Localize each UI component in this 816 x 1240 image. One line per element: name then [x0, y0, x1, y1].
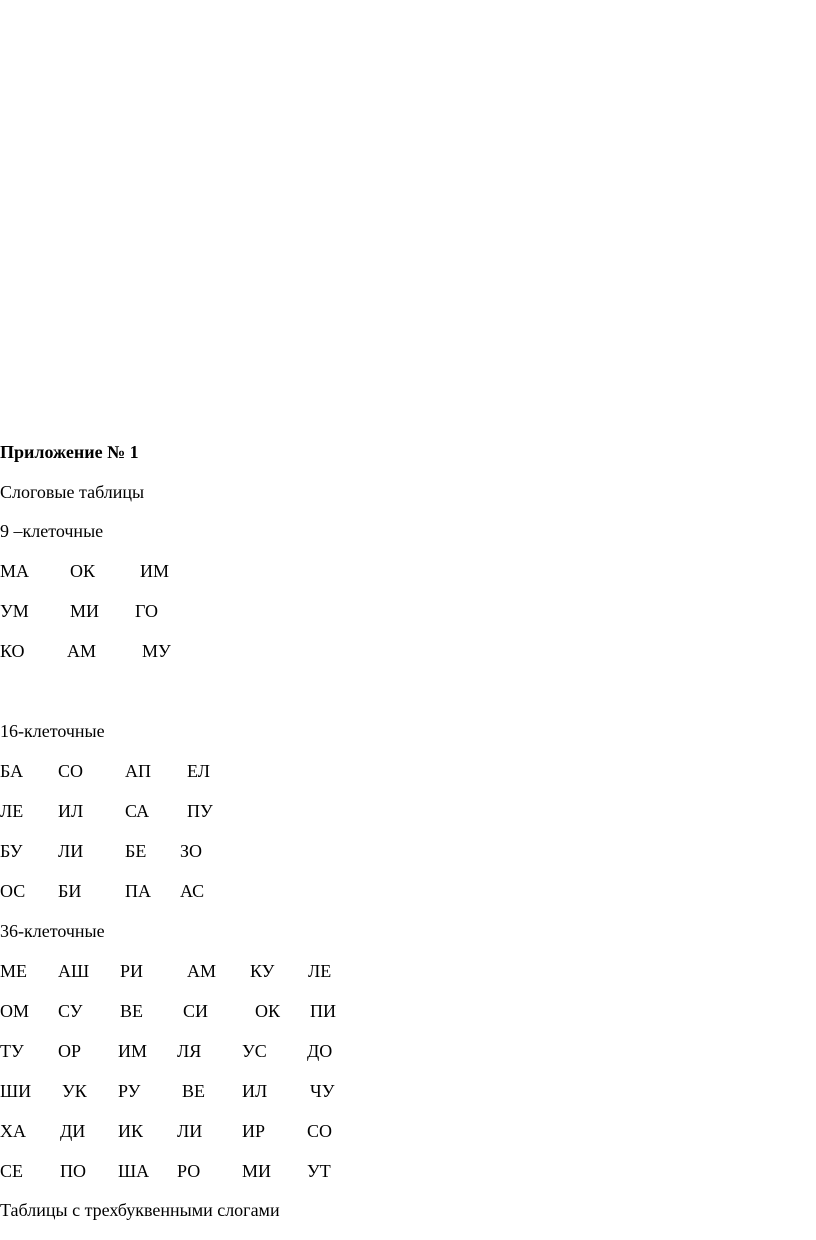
syllable-cell: ОМ [0, 1001, 30, 1021]
syllable-cell: РИ [120, 961, 144, 981]
syllable-cell: СО [307, 1121, 333, 1141]
syllable-cell: СО [58, 761, 84, 781]
syllable-cell: МИ [242, 1161, 272, 1181]
syllable-cell: ИМ [118, 1041, 148, 1061]
table-row [0, 562, 400, 584]
syllable-cell: ШИ [0, 1081, 32, 1101]
syllable-cell: СЕ [0, 1161, 24, 1181]
syllable-cell: ПО [60, 1161, 86, 1181]
section-36-label: 36-клеточные [0, 921, 105, 941]
syllable-cell: СУ [58, 1001, 83, 1021]
table-row [0, 1082, 400, 1104]
syllable-cell: РУ [118, 1081, 141, 1101]
syllable-cell: КО [0, 641, 25, 661]
syllable-cell: БА [0, 761, 24, 781]
syllable-cell: ЛЕ [308, 961, 332, 981]
syllable-cell: ГО [135, 601, 158, 621]
syllable-cell: ОК [255, 1001, 281, 1021]
table-row [0, 1122, 400, 1144]
syllable-cell: ЕЛ [187, 761, 210, 781]
syllable-cell: УТ [307, 1161, 331, 1181]
syllable-cell: УМ [0, 601, 29, 621]
syllable-cell: ВЕ [120, 1001, 144, 1021]
syllable-cell: МУ [142, 641, 171, 661]
syllable-cell: ИЛ [58, 801, 84, 821]
syllable-cell: ПУ [187, 801, 213, 821]
syllable-cell: РО [177, 1161, 201, 1181]
syllable-cell: ОС [0, 881, 26, 901]
syllable-cell: ПА [125, 881, 151, 901]
table-row [0, 882, 400, 904]
syllable-cell: ЛИ [177, 1121, 203, 1141]
syllable-cell: ХА [0, 1121, 26, 1141]
section-16-label: 16-клеточные [0, 721, 105, 741]
syllable-cell: ОР [58, 1041, 82, 1061]
syllable-cell: МИ [70, 601, 100, 621]
syllable-cell: ДИ [60, 1121, 86, 1141]
syllable-cell: ЛЯ [177, 1041, 202, 1061]
syllable-cell: ВЕ [182, 1081, 206, 1101]
table-row [0, 602, 400, 624]
syllable-cell: АМ [67, 641, 97, 661]
section-9-label: 9 –клеточные [0, 521, 104, 541]
syllable-cell: МЕ [0, 961, 27, 981]
table-row [0, 842, 400, 864]
syllable-cell: ДО [307, 1041, 333, 1061]
syllable-cell: СИ [183, 1001, 209, 1021]
syllable-cell: УС [242, 1041, 267, 1061]
table-row [0, 962, 400, 984]
syllable-tables-title: Слоговые таблицы [0, 482, 145, 502]
appendix-heading: Приложение № 1 [0, 442, 139, 462]
syllable-cell: УК [62, 1081, 87, 1101]
table-row [0, 802, 400, 824]
syllable-cell: ЗО [180, 841, 203, 861]
syllable-cell: АП [125, 761, 151, 781]
table-row [0, 642, 400, 664]
syllable-cell: КУ [250, 961, 275, 981]
syllable-cell: ИК [118, 1121, 144, 1141]
table-row [0, 1002, 400, 1024]
three-letter-tables-label: Таблицы с трехбуквенными слогами [0, 1200, 280, 1220]
syllable-cell: ЛЕ [0, 801, 24, 821]
syllable-cell: АШ [58, 961, 90, 981]
syllable-cell: ОК [70, 561, 96, 581]
syllable-cell: МА [0, 561, 30, 581]
syllable-cell: ИЛ [242, 1081, 268, 1101]
syllable-cell: ИМ [140, 561, 170, 581]
syllable-cell: БУ [0, 841, 23, 861]
syllable-cell: БИ [58, 881, 82, 901]
table-row [0, 762, 400, 784]
table-row [0, 1162, 400, 1184]
syllable-cell: СА [125, 801, 150, 821]
syllable-cell: АС [180, 881, 205, 901]
syllable-cell: ПИ [310, 1001, 336, 1021]
syllable-cell: АМ [187, 961, 217, 981]
syllable-cell: ША [118, 1161, 150, 1181]
syllable-cell: ИР [242, 1121, 266, 1141]
syllable-cell: ЛИ [58, 841, 84, 861]
syllable-cell: ТУ [0, 1041, 24, 1061]
table-row [0, 1042, 400, 1064]
syllable-cell: БЕ [125, 841, 147, 861]
syllable-cell: ЧУ [310, 1081, 335, 1101]
